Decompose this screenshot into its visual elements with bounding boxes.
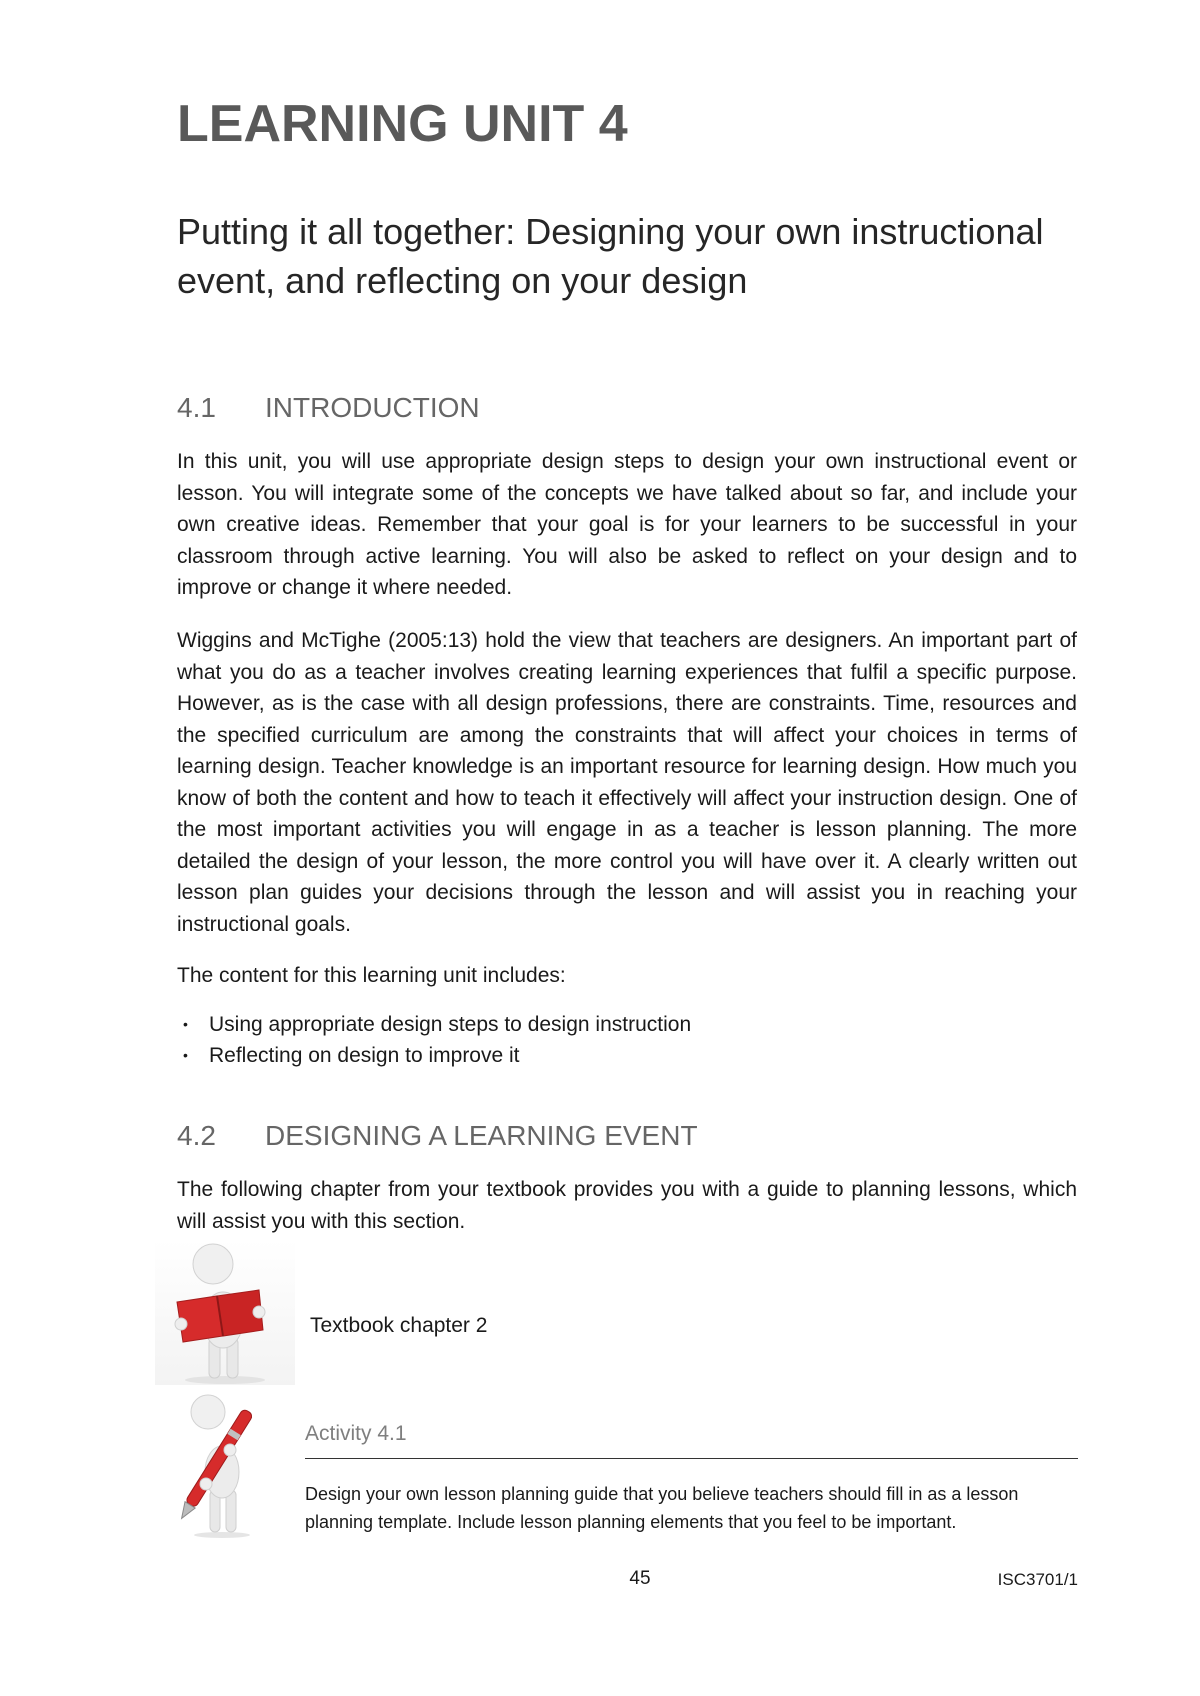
textbook-chapter-label: Textbook chapter 2 [310, 1314, 488, 1337]
activity-divider [305, 1458, 1078, 1459]
person-reading-book-icon [155, 1240, 295, 1385]
section-title: INTRODUCTION [265, 392, 480, 423]
list-item [177, 1009, 1077, 1040]
activity-text: Design your own lesson planning guide that you believe teachers should fill in as a lesson planning template. Include lesson planning elements that you feel to be important. [305, 1484, 1019, 1532]
list-item [177, 1040, 1077, 1071]
section-heading-4-2 [177, 1119, 698, 1153]
document-code: ISC3701/1 [997, 1570, 1078, 1589]
list-item-text: Using appropriate design steps to design instruction [209, 1013, 692, 1036]
list-item-text: Reflecting on design to improve it [209, 1044, 520, 1067]
activity-title: Activity 4.1 [305, 1422, 407, 1445]
section-4-2-paragraph: The following chapter from your textbook provides you with a guide to planning lessons, which will assist you with this section. [177, 1178, 1077, 1233]
section-heading-4-1 [177, 391, 480, 425]
content-intro-paragraph: The content for this learning unit includes: [177, 964, 566, 987]
bullet-icon: • [183, 1016, 188, 1032]
bullet-icon: • [183, 1047, 188, 1063]
intro-paragraph-2: Wiggins and McTighe (2005:13) hold the view that teachers are designers. An important part of what you do as a teacher involves creating learning experiences that fulfil a specific purpose. However, as is the case with all design professions, there are constraints. Time, resources and the specified curriculum are among the constraints that will affect your choices in terms of learning design. Teacher knowledge is an important resource for learning design. How much you know of both the content and how to teach it effectively will affect your instruction design. One of the most important activities you will engage in as a teacher is lesson planning. The more detailed the design of your lesson, the more control you will have over it. A clearly written out lesson plan guides your decisions through the lesson and will assist you in reaching your instructional goals. [177, 629, 1077, 936]
person-with-pen-icon [170, 1390, 270, 1540]
unit-subtitle: Putting it all together: Designing your own instructional event, and reflecting on your design [177, 211, 1044, 301]
unit-title: LEARNING UNIT 4 [177, 95, 628, 153]
page-number: 45 [629, 1568, 651, 1589]
section-number: 4.2 [177, 1120, 216, 1151]
section-number: 4.1 [177, 392, 216, 423]
intro-paragraph-1: In this unit, you will use appropriate design steps to design your own instructional event or lesson. You will integrate some of the concepts we have talked about so far, and include your own creative ideas. Remember that your goal is for your learners to be successful in your classroom through active learning. You will also be asked to reflect on your design and to improve or change it where needed. [177, 450, 1077, 599]
content-bullet-list [177, 1009, 1077, 1071]
section-title: DESIGNING A LEARNING EVENT [265, 1120, 698, 1151]
